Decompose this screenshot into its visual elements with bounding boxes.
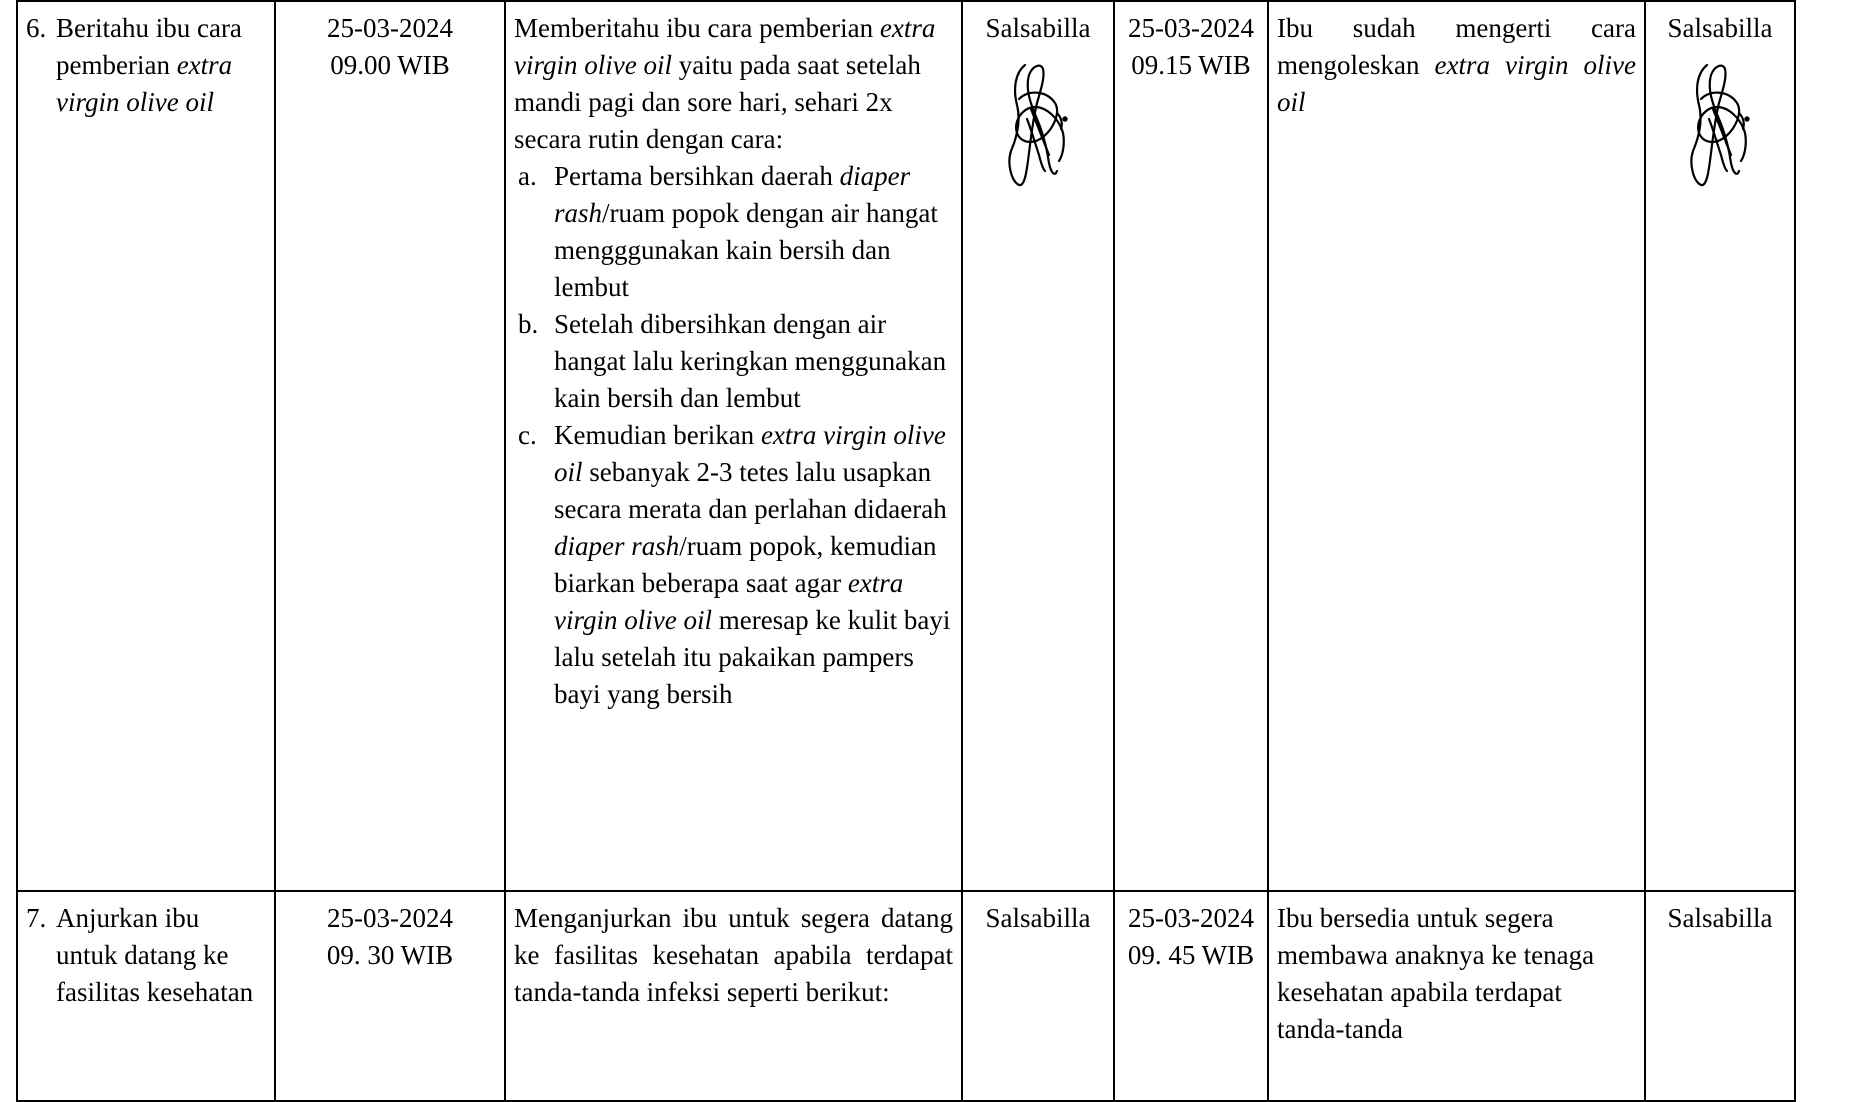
- signer-cell: [1645, 1, 1795, 891]
- list-marker: a.: [518, 161, 537, 191]
- time-text: 09.15 WIB: [1131, 50, 1251, 80]
- date-text: 25-03-2024: [1128, 903, 1254, 933]
- activity-text: [56, 900, 266, 1011]
- italic-text-run: extra virgin olive oil: [514, 13, 936, 80]
- list-marker: c.: [518, 420, 537, 450]
- date-text: 25-03-2024: [327, 903, 453, 933]
- signer-name: Salsabilla: [1667, 903, 1773, 933]
- text-run: /ruam popok dengan air hangat mengggunakan kain bersih dan lembut: [554, 198, 938, 302]
- italic-text-run: extra virgin olive oil: [56, 50, 233, 117]
- date-text: 25-03-2024: [327, 13, 453, 43]
- signer-name: Salsabilla: [985, 13, 1091, 43]
- signature-image: [971, 59, 1105, 199]
- text-run: Setelah dibersihkan dengan air hangat lalu keringkan menggunakan kain bersih dan lembut: [554, 309, 947, 413]
- evaluation-datetime-cell: [1114, 1, 1268, 891]
- text-run: sebanyak 2-3 tetes lalu usapkan secara merata dan perlahan didaerah: [554, 457, 947, 524]
- signer-name: Salsabilla: [985, 903, 1091, 933]
- signer-cell: [962, 1, 1114, 891]
- italic-text-run: extra virgin olive oil: [1277, 50, 1636, 117]
- italic-text-run: extra virgin olive oil: [554, 420, 946, 487]
- text-run: Memberitahu ibu cara pemberian: [514, 13, 880, 43]
- text-run: Beritahu ibu cara pemberian: [56, 13, 242, 80]
- text-run: Menganjurkan ibu untuk segera datang ke fasilitas kesehatan apabila terdapat tanda-tanda infeksi seperti berikut:: [514, 903, 953, 1007]
- text-run: meresap ke kulit bayi lalu setelah itu pakaikan pampers bayi yang bersih: [554, 605, 951, 709]
- text-run: Ibu sudah mengerti cara mengoleskan: [1277, 13, 1636, 80]
- item-number: 7.: [26, 903, 47, 933]
- italic-text-run: diaper rash: [554, 531, 680, 561]
- activity-cell: [17, 891, 275, 1101]
- evaluation-cell: [1268, 1, 1645, 891]
- implementation-cell: [505, 891, 962, 1101]
- text-run: yaitu pada saat setelah mandi pagi dan sore hari, sehari 2x secara rutin dengan cara:: [514, 50, 921, 154]
- time-text: 09.00 WIB: [330, 50, 450, 80]
- implementation-datetime-cell: [275, 1, 505, 891]
- signature-image: [1654, 59, 1786, 199]
- steps-list: [514, 158, 953, 713]
- list-item: [514, 417, 953, 713]
- text-run: Kemudian berikan: [554, 420, 761, 450]
- italic-text-run: extra virgin olive oil: [554, 568, 904, 635]
- text-run: Ibu bersedia untuk segera membawa anaknya ke tenaga kesehatan apabila terdapat tanda-tanda: [1277, 903, 1595, 1044]
- signer-cell: [1645, 891, 1795, 1101]
- item-number: 6.: [26, 13, 47, 43]
- step-text: [554, 306, 953, 417]
- signer-name: Salsabilla: [1667, 13, 1773, 43]
- evaluation-cell: [1268, 891, 1645, 1101]
- table-row: [17, 891, 1795, 1101]
- list-item: [514, 158, 953, 306]
- table-row: [17, 1, 1795, 891]
- implementation-table: [16, 0, 1796, 1102]
- text-run: /ruam popok, kemudian biarkan beberapa saat agar: [554, 531, 937, 598]
- list-marker: b.: [518, 309, 539, 339]
- step-text: [554, 417, 953, 713]
- implementation-intro: [514, 900, 953, 1011]
- text-run: Anjurkan ibu untuk datang ke fasilitas kesehatan: [56, 903, 254, 1007]
- evaluation-datetime-cell: [1114, 891, 1268, 1101]
- signer-cell: [962, 891, 1114, 1101]
- activity-cell: [17, 1, 275, 891]
- time-text: 09. 45 WIB: [1127, 940, 1255, 970]
- text-run: Pertama bersihkan daerah: [554, 161, 840, 191]
- date-text: 25-03-2024: [1128, 13, 1254, 43]
- implementation-cell: [505, 1, 962, 891]
- list-item: [514, 306, 953, 417]
- implementation-datetime-cell: [275, 891, 505, 1101]
- time-text: 09. 30 WIB: [326, 940, 454, 970]
- activity-text: [56, 10, 266, 121]
- italic-text-run: diaper rash: [554, 161, 911, 228]
- implementation-intro: [514, 10, 953, 158]
- step-text: [554, 158, 953, 306]
